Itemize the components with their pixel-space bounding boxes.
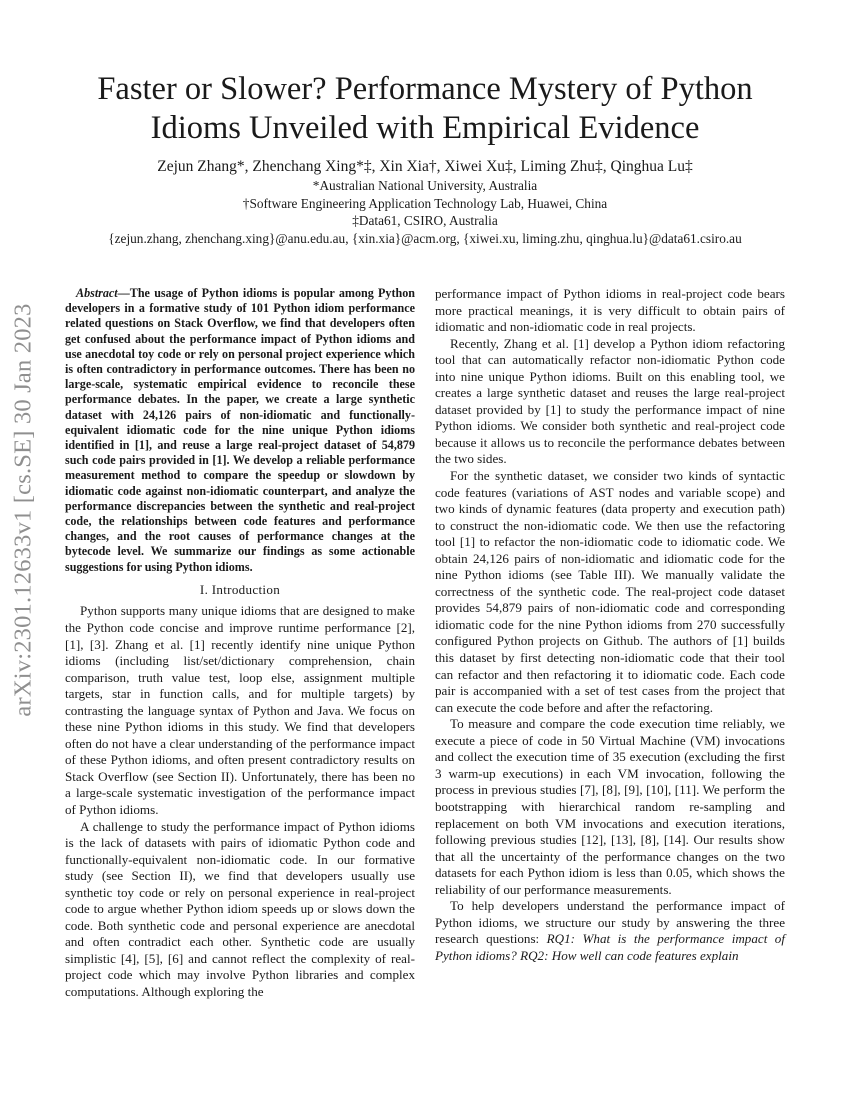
section-heading-introduction: I. Introduction xyxy=(199,581,281,597)
arxiv-identifier[interactable]: arXiv:2301.12633v1 [cs.SE] 30 Jan 2023 xyxy=(10,303,38,717)
author-emails: {zejun.zhang, zhenchang.xing}@anu.edu.au, {xin.xia}@acm.org, {xiwei.xu, liming.zhu, qinghua.lu}@data61.csiro.au xyxy=(108,231,742,246)
right-column xyxy=(435,286,785,964)
affiliation-anu: *Australian National University, Australia xyxy=(312,178,538,193)
abstract-label: Abstract xyxy=(76,286,118,300)
intro-paragraph-2-continued: performance impact of Python idioms in real-project code bears more practical meanings, it is very difficult to obtain pairs of idiomatic and non-idiomatic code in real projects. xyxy=(435,286,785,335)
research-questions-lead: To help developers understand the performance impact of Python idioms, we structure our study by answering the three research questions: xyxy=(435,898,785,947)
intro-paragraph-5: To measure and compare the code execution time reliably, we execute a piece of code in 50 Virtual Machine (VM) invocations and collect the execution time of 35 execution (excluding the first 3 warm-up executions) in each VM invocation, following the process in previous studies [7], [8], [9], [10], [11]. We perform the bootstrapping with hierarchical random re-sampling and replacement on both VM invocations and execution iterations, following previous studies [12], [13], [8], [14]. Our results show that all the uncertainty of the performance changes on the two datasets for each Python idiom is less than 0.05, which shows the reliability of our performance measurements. xyxy=(435,716,785,897)
arxiv-side-stamp xyxy=(3,295,45,725)
intro-paragraph-6 xyxy=(435,898,785,964)
abstract-text: —The usage of Python idioms is popular among Python developers in a formative study of 101 Python idiom performance related questions on Stack Overflow, we find that developers often get confused about the performance impact of Python idioms and use anecdotal toy code or rely on personal project experience which is often contradictory in performance outcomes. There has been no large-scale, systematic empirical evidence to reconcile these performance debates. In the paper, we create a large synthetic dataset with 24,126 pairs of non-idiomatic and functionally-equivalent idiomatic code for the nine unique Python idioms identified in [1], and reuse a large real-project dataset of 54,879 such code pairs provided in [1]. We develop a reliable performance measurement method to compare the speedup or slowdown by idiomatic code against non-idiomatic counterpart, and analyze the performance discrepancies between the synthetic and real-project code, the relationships between code features and performance changes, and the root causes of performance changes at the bytecode level. We summarize our findings as some actionable suggestions for using Python idioms. xyxy=(65,286,415,574)
abstract xyxy=(65,286,415,575)
research-questions: RQ1: What is the performance impact of Python idioms? RQ2: How well can code features explain xyxy=(435,931,785,963)
intro-paragraph-2: A challenge to study the performance impact of Python idioms is the lack of datasets with pairs of idiomatic Python code and functionally-equivalent non-idiomatic code. In our formative study (see Section II), we find that developers usually use synthetic toy code or rely on personal experience in real-project code to argue whether Python idiom speeds up or slows down the code. Both synthetic code and personal experience are anecdotal and often contradict each other. Synthetic code are usually simplistic [4], [5], [6] and cannot reflect the complexity of real-project code which may involve Python libraries and complex computations. Although exploring the xyxy=(65,818,415,999)
title-line-1: Faster or Slower? Performance Mystery of Python xyxy=(97,71,753,107)
affiliation-huawei: †Software Engineering Application Technology Lab, Huawei, China xyxy=(242,196,608,211)
author-list: Zejun Zhang*, Zhenchang Xing*‡, Xin Xia†, Xiwei Xu‡, Liming Zhu‡, Qinghua Lu‡ xyxy=(157,158,693,175)
affiliation-data61: ‡Data61, CSIRO, Australia xyxy=(352,213,498,228)
intro-paragraph-3: Recently, Zhang et al. [1] develop a Python idiom refactoring tool that can automatically refactor non-idiomatic Python code into nine unique Python idioms. Built on this enabling tool, we creates a large synthetic dataset and reuses the large real-project dataset provided by [1] to study the performance impact of nine Python idioms. We consider both synthetic and real-project code because it allows us to reconcile the performance debates between the two sides. xyxy=(435,335,785,467)
title-line-2: Idioms Unveiled with Empirical Evidence xyxy=(150,110,700,146)
left-column xyxy=(65,286,415,1001)
paper-title xyxy=(60,70,790,148)
intro-paragraph-4: For the synthetic dataset, we consider two kinds of syntactic code features (variations of AST nodes and variable scope) and two kinds of dynamic features (data property and execution path) to construct the non-idiomatic code. We then use the refactoring tool [1] to refactor the non-idiomatic code to idiomatic code. We obtain 24,126 pairs of non-idiomatic and idiomatic code for the nine Python idioms (see Table III). We manually validate the correctness of the synthetic code. The real-project code dataset provides 54,879 pairs of non-idiomatic code and corresponding idiomatic code for the nine Python idioms from 270 successfully configured Python projects on Github. The authors of [1] builds this dataset by first detecting non-idiomatic code that their tool can refactor and then refactoring it to idiomatic code. Each code pair is accompanied with a set of test cases from the project that can execute the code before and after the refactoring. xyxy=(435,468,785,715)
intro-paragraph-1: Python supports many unique idioms that are designed to make the Python code concise and improve runtime performance [2], [1], [3]. Zhang et al. [1] recently identify nine unique Python idioms (including list/set/dictionary comprehension, chain comparison, truth value test, loop else, assignment multiple targets, star in function calls, and for multiple targets) by contrasting the language syntax of Python and Java. We focus on these nine Python idioms in this study. We find that developers often do not have a clear understanding of the performance impact of these Python idioms, and often present contradictory results on Stack Overflow (see Section II). Unfortunately, there has been no a large-scale systematic investigation of the performance impact of Python idioms. xyxy=(65,603,415,817)
